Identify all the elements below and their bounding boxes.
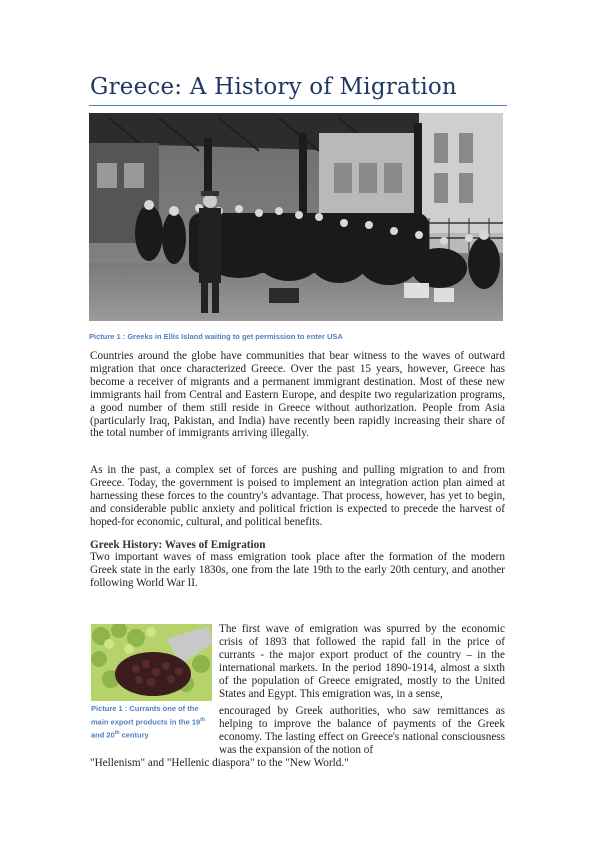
paragraph-2: As in the past, a complex set of forces are pushing and pulling migration to and from Greece. Today, the government is poised to implement an integration action plan aimed at harnessing these forces to the country's advantage. That process, however, has yet to begin, and considerable public anxiety and political friction is expected to precede the harvest of hoped-for economic, cultural, and political benefits. [90, 464, 505, 528]
picture2-caption-text: and 20 [91, 730, 115, 739]
picture2-caption-text: century [119, 730, 149, 739]
currants-photo [91, 624, 212, 701]
ellis-island-photo [89, 113, 503, 321]
page-title: Greece: A History of Migration [90, 74, 457, 100]
paragraph-1: Countries around the globe have communities that bear witness to the waves of outward migration that once characterized Greece. Over the past 15 years, however, Greece has become a receiver of migrants and a permanent immigrant destination. Most of these new immigrants hail from Central and Eastern Europe, and despite two regularization programs, a good number of them still reside in Greece without authorization. People from Asia (particularly Iraq, Pakistan, and India) have recently been rapidly increasing their share of the total number of immigrants arriving illegally. [90, 350, 505, 440]
title-underline [89, 105, 507, 106]
picture1-caption: Picture 1 : Greeks in Ellis Island waiting to get permission to enter USA [89, 332, 343, 341]
section-heading: Greek History: Waves of Emigration [90, 539, 266, 551]
paragraph-4-mid: encouraged by Greek authorities, who saw remittances as helping to improve the balance of payments of the Greek economy. The lasting effect on Greece's national consciousness was the expansion of the notion of [219, 705, 505, 756]
picture2-caption [91, 704, 211, 741]
paragraph-4-top: The first wave of emigration was spurred by the economic crisis of 1893 that followed the rapid fall in the price of currants - the major export product of the country – in the international markets. In the period 1890-1914, almost a sixth of the population of Greece emigrated, mostly to the United States and Egypt. This emigration was, in a sense, [219, 623, 505, 700]
paragraph-3: Two important waves of mass emigration took place after the formation of the modern Greek state in the early 1830s, one from the late 19th to the early 20th century, and another following World War II. [90, 551, 505, 589]
superscript: th [114, 729, 120, 736]
superscript: th [200, 716, 205, 723]
paragraph-4-end: "Hellenism" and "Hellenic diaspora" to the "New World." [90, 757, 349, 769]
picture2-caption-text: Picture 1 : Currants one of the main export products in the 19 [91, 704, 201, 726]
